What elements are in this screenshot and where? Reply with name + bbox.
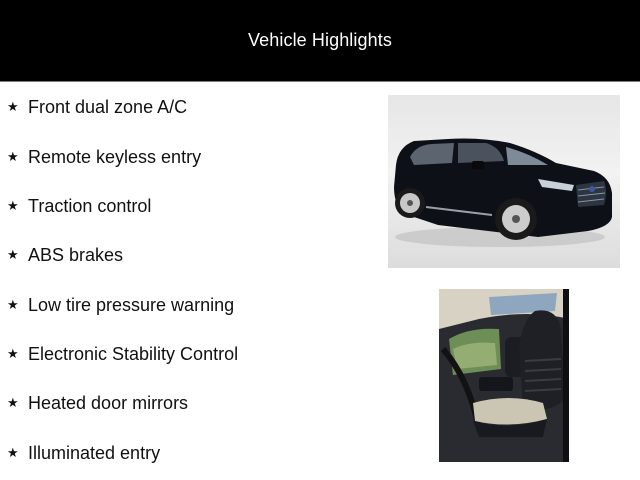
feature-label: Front dual zone A/C [28,96,188,117]
interior-illustration [439,289,569,462]
feature-item [7,442,160,464]
feature-label: Electronic Stability Control [28,343,239,364]
feature-item [7,96,187,118]
feature-label: Remote keyless entry [28,146,202,167]
header-bar [0,0,640,82]
feature-label: ABS brakes [28,244,124,265]
feature-label: Low tire pressure warning [28,294,235,315]
feature-item [7,343,238,365]
star-icon: ★ [7,149,19,164]
star-icon: ★ [7,445,19,460]
suv-illustration [388,95,620,268]
feature-label: Heated door mirrors [28,392,189,413]
feature-label: Traction control [28,195,152,216]
star-icon: ★ [7,198,19,213]
interior-photo [439,289,569,462]
feature-item [7,146,201,168]
star-icon: ★ [7,247,19,262]
star-icon: ★ [7,297,19,312]
feature-label: Illuminated entry [28,442,161,463]
star-icon: ★ [7,395,19,410]
feature-item [7,244,123,266]
feature-item [7,392,188,414]
feature-item [7,294,234,316]
feature-item [7,195,151,217]
page-title: Vehicle Highlights [248,30,392,50]
exterior-photo [388,95,620,268]
star-icon: ★ [7,346,19,361]
star-icon: ★ [7,99,19,114]
